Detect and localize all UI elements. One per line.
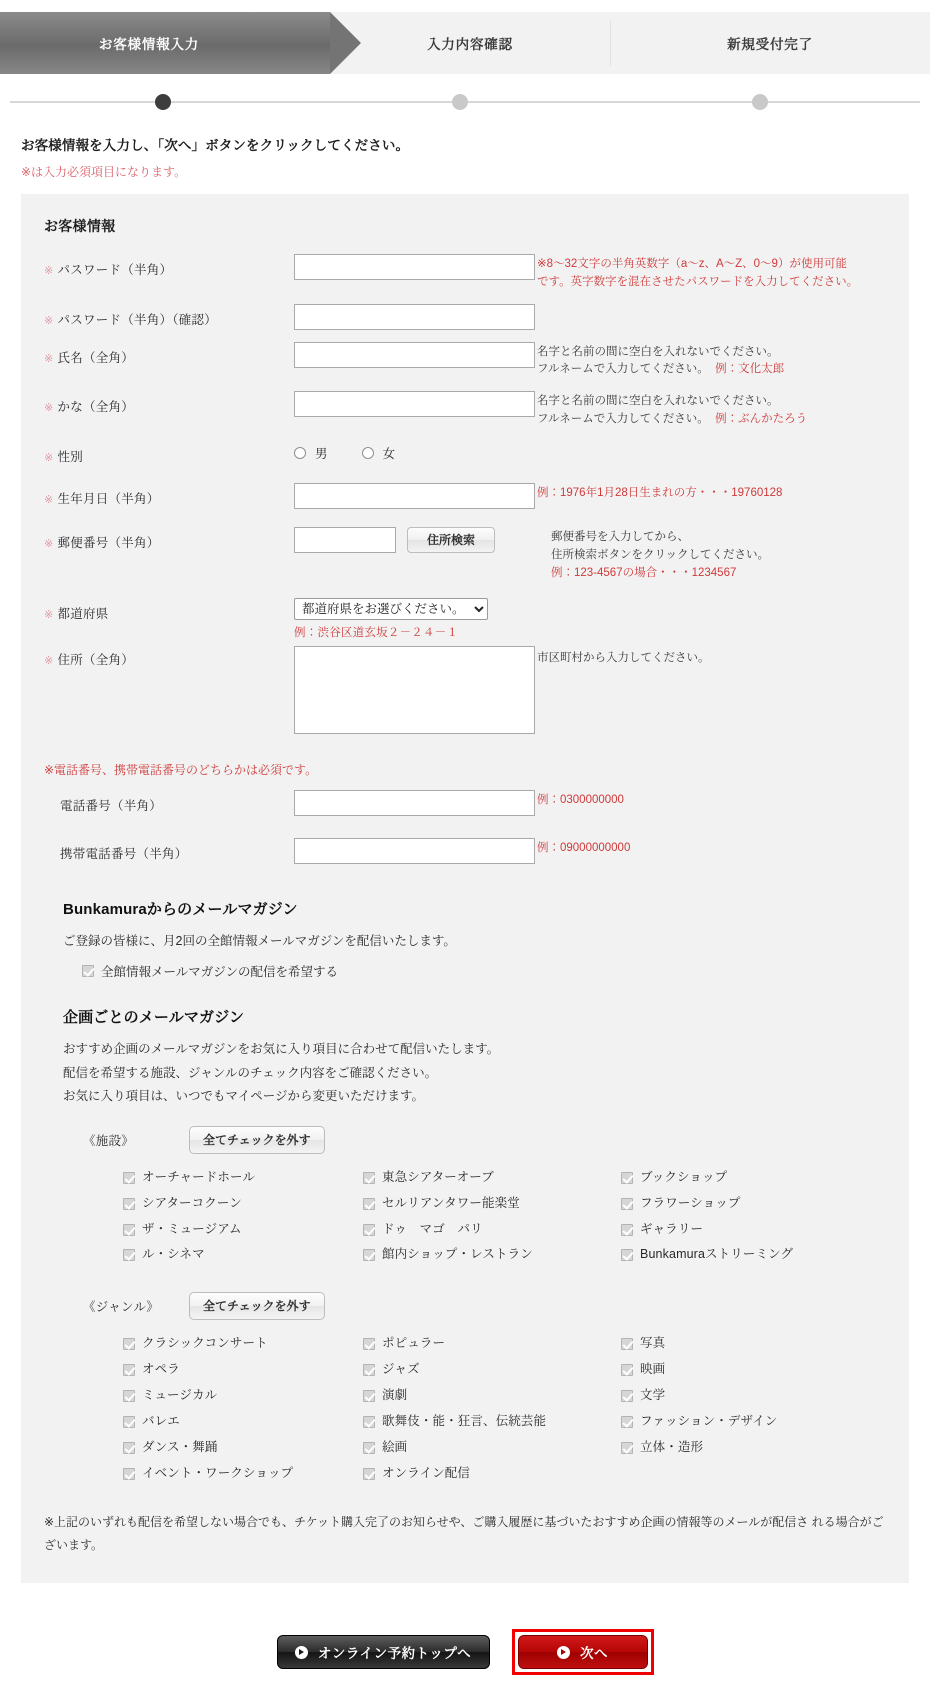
- facility-group: [63, 1126, 909, 1267]
- checkbox-checked-icon: [123, 1224, 135, 1236]
- magazine-footnote: [44, 1511, 886, 1558]
- magazine-general-checkbox-label: 全館情報メールマガジンの配信を希望する: [101, 965, 338, 980]
- panel-title: お客様情報: [44, 218, 116, 234]
- genre-checkbox-5[interactable]: 映画: [621, 1359, 909, 1381]
- magazine-general-heading: Bunkamuraからのメールマガジン: [63, 901, 298, 919]
- facility-uncheck-all-button[interactable]: 全てチェックを外す: [189, 1126, 325, 1154]
- control-password: [294, 254, 537, 280]
- required-mark: ※: [44, 352, 54, 365]
- gender-option-label-female: 女: [382, 446, 396, 461]
- required-field-note: ※は入力必須項目になります。: [21, 165, 187, 179]
- control-zipcode: [294, 527, 537, 553]
- hint-kana: 名字と名前の間に空白を入れないでください。 フルネームで入力してください。 例：ぶんかたろう: [537, 395, 808, 426]
- progress-bar: [0, 84, 930, 120]
- facility-checkbox-0[interactable]: オーチャードホール: [123, 1167, 363, 1189]
- next-button[interactable]: [518, 1635, 648, 1669]
- genre-checkbox-9[interactable]: バレエ: [123, 1411, 363, 1433]
- checkbox-checked-icon: [363, 1468, 375, 1480]
- genre-checkbox-2[interactable]: 写真: [621, 1333, 909, 1355]
- tel-input[interactable]: [294, 790, 535, 816]
- phone-required-note: ※電話番号、携帯電話番号のどちらかは必須です。: [44, 763, 318, 778]
- checkbox-checked-icon: [621, 1249, 633, 1261]
- field-row-tel: [21, 790, 909, 816]
- label-zipcode: ※ 郵便番号（半角）: [44, 535, 160, 550]
- genre-group-header: [83, 1292, 909, 1320]
- step-label-2: 入力内容確認: [427, 37, 513, 52]
- label-gender: ※ 性別: [44, 449, 83, 464]
- field-row-address: [21, 624, 909, 739]
- required-mark: ※: [44, 493, 54, 506]
- genre-checkbox-4[interactable]: ジャズ: [363, 1359, 621, 1381]
- facility-group-header: [83, 1126, 909, 1154]
- genre-checkbox-11[interactable]: ファッション・デザイン: [621, 1411, 909, 1433]
- step-item-2: [330, 12, 610, 74]
- hint-gender: [537, 441, 909, 443]
- required-mark: ※: [44, 265, 54, 277]
- field-row-password-confirm: [21, 304, 909, 330]
- label-birthday: ※ 生年月日（半角）: [44, 491, 160, 506]
- facility-checkbox-grid: [83, 1167, 909, 1267]
- checkbox-checked-icon: [123, 1442, 135, 1454]
- magazine-general-checkbox-row[interactable]: [82, 962, 909, 980]
- field-row-name: [21, 342, 909, 380]
- genre-checkbox-15[interactable]: イベント・ワークショップ: [123, 1463, 363, 1485]
- magazine-project-desc-2: 配信を希望する施設、ジャンルのチェック内容をご確認ください。: [63, 1065, 438, 1080]
- control-password-confirm: [294, 304, 537, 330]
- control-mobile: [294, 838, 537, 864]
- prefecture-example: 例：渋谷区道玄坂２－２４－１: [294, 627, 459, 640]
- control-address: [294, 624, 537, 739]
- checkbox-checked-icon: [621, 1364, 633, 1376]
- required-mark: ※: [44, 314, 54, 327]
- magazine-project-desc-3: お気に入り項目は、いつでもマイページから変更いただけます。: [63, 1088, 425, 1103]
- label-prefecture: ※ 都道府県: [44, 607, 109, 622]
- required-mark: ※: [44, 402, 54, 415]
- hint-tel: 例：0300000000: [537, 794, 624, 807]
- genre-checkbox-12[interactable]: ダンス・舞踊: [123, 1437, 363, 1459]
- address-search-button[interactable]: 住所検索: [407, 527, 495, 553]
- address-textarea[interactable]: [294, 646, 535, 734]
- kana-example: 例：ぶんかたろう: [715, 413, 808, 426]
- genre-group: [63, 1292, 909, 1484]
- hint-name: 名字と名前の間に空白を入れないでください。 フルネームで入力してください。 例：文化太郎: [537, 345, 785, 376]
- checkbox-checked-icon: [363, 1338, 375, 1350]
- checkbox-checked-icon: [621, 1416, 633, 1428]
- step-label-1: お客様情報入力: [98, 37, 200, 52]
- hint-mobile: 例：09000000000: [537, 842, 631, 855]
- genre-checkbox-14[interactable]: 立体・造形: [621, 1437, 909, 1459]
- facility-checkbox-5[interactable]: フラワーショップ: [621, 1193, 909, 1215]
- step-item-1: [0, 12, 330, 74]
- intro-instruction: お客様情報を入力し、「次へ」ボタンをクリックしてください。: [21, 138, 410, 153]
- progress-dot-2: [452, 94, 468, 110]
- gender-radio-male[interactable]: [294, 444, 328, 462]
- field-row-zipcode: [21, 527, 909, 582]
- control-gender: [294, 441, 537, 462]
- genre-checkbox-6[interactable]: ミュージカル: [123, 1385, 363, 1407]
- step-label-3: 新規受付完了: [727, 37, 813, 52]
- checkbox-checked-icon: [123, 1198, 135, 1210]
- checkbox-checked-icon: [123, 1416, 135, 1428]
- hint-password: ※8〜32文字の半角英数字（a〜z、A〜Z、0〜9）が使用可能 です。英字数字を混在させたパスワードを入力してください。: [537, 258, 859, 288]
- checkbox-checked-icon: [363, 1198, 375, 1210]
- checkbox-checked-icon: [82, 965, 94, 977]
- genre-grid-filler: [621, 1463, 909, 1485]
- zipcode-example: 例：123-4567の場合・・・1234567: [551, 566, 737, 579]
- field-row-kana: [21, 391, 909, 429]
- checkbox-checked-icon: [123, 1249, 135, 1261]
- hint-zipcode: 郵便番号を入力してから、 住所検索ボタンをクリックしてください。 例：123-4567の場合・・・1234567: [537, 527, 909, 582]
- checkbox-checked-icon: [123, 1468, 135, 1480]
- facility-checkbox-1[interactable]: 東急シアターオーブ: [363, 1167, 621, 1189]
- required-mark: ※: [44, 451, 54, 464]
- label-password-confirm: ※ パスワード（半角）（確認）: [44, 312, 217, 327]
- step-item-3: [610, 12, 930, 74]
- field-row-gender: [21, 441, 909, 465]
- gender-radio-female[interactable]: [362, 444, 396, 462]
- control-kana: [294, 391, 537, 417]
- facility-checkbox-11[interactable]: Bunkamuraストリーミング: [621, 1244, 909, 1266]
- label-mobile: 携帯電話番号（半角）: [60, 847, 188, 862]
- checkbox-checked-icon: [363, 1364, 375, 1376]
- facility-checkbox-3[interactable]: シアターコクーン: [123, 1193, 363, 1215]
- hint-prefecture: [537, 598, 909, 600]
- checkbox-checked-icon: [363, 1249, 375, 1261]
- facility-checkbox-9[interactable]: ル・シネマ: [123, 1244, 363, 1266]
- magazine-project-heading: 企画ごとのメールマガジン: [63, 1009, 245, 1027]
- genre-checkbox-13[interactable]: 絵画: [363, 1437, 621, 1459]
- genre-checkbox-16[interactable]: オンライン配信: [363, 1463, 621, 1485]
- online-reservation-top-button[interactable]: [277, 1635, 490, 1669]
- checkbox-checked-icon: [621, 1338, 633, 1350]
- genre-checkbox-grid: [83, 1333, 909, 1484]
- label-name: ※ 氏名（全角）: [44, 350, 134, 365]
- genre-checkbox-10[interactable]: 歌舞伎・能・狂言、伝統芸能: [363, 1411, 621, 1433]
- genre-checkbox-3[interactable]: オペラ: [123, 1359, 363, 1381]
- field-row-birthday: [21, 483, 909, 509]
- checkbox-checked-icon: [621, 1172, 633, 1184]
- online-reservation-top-label: オンライン予約トップへ: [317, 1646, 472, 1662]
- magazine-project-desc-1: おすすめ企画のメールマガジンをお気に入り項目に合わせて配信いたします。: [63, 1042, 500, 1057]
- label-password: ※ パスワード（半角）: [44, 263, 173, 277]
- next-button-label: 次へ: [579, 1646, 609, 1662]
- checkbox-checked-icon: [621, 1390, 633, 1402]
- hint-address: 市区町村から入力してください。: [537, 652, 710, 665]
- progress-dot-1-active: [155, 94, 171, 110]
- required-mark: ※: [44, 537, 54, 550]
- radio-icon: [362, 447, 374, 459]
- checkbox-checked-icon: [363, 1390, 375, 1402]
- name-input[interactable]: [294, 342, 535, 368]
- checkbox-checked-icon: [123, 1338, 135, 1350]
- checkbox-checked-icon: [363, 1172, 375, 1184]
- kana-input[interactable]: [294, 391, 535, 417]
- checkbox-checked-icon: [123, 1390, 135, 1402]
- checkbox-checked-icon: [621, 1224, 633, 1236]
- genre-uncheck-all-button[interactable]: 全てチェックを外す: [189, 1292, 325, 1320]
- checkbox-checked-icon: [123, 1364, 135, 1376]
- facility-checkbox-10[interactable]: 館内ショップ・レストラン: [363, 1244, 621, 1266]
- mobile-input[interactable]: [294, 838, 535, 864]
- checkbox-checked-icon: [621, 1198, 633, 1210]
- facility-checkbox-6[interactable]: ザ・ミュージアム: [123, 1219, 363, 1241]
- magazine-general-description: ご登録の皆様に、月2回の全館情報メールマガジンを配信いたします。: [63, 934, 456, 949]
- field-row-mobile: [21, 838, 909, 864]
- customer-info-panel: [21, 194, 909, 1583]
- checkbox-checked-icon: [123, 1172, 135, 1184]
- label-address: ※ 住所（全角）: [44, 653, 134, 668]
- hint-password-confirm: [537, 304, 909, 306]
- control-birthday: [294, 483, 537, 509]
- magazine-general-section: [21, 898, 909, 980]
- genre-checkbox-1[interactable]: ポピュラー: [363, 1333, 621, 1355]
- step-indicator: [0, 12, 930, 74]
- genre-checkbox-8[interactable]: 文学: [621, 1385, 909, 1407]
- arrow-bullet-icon: [557, 1646, 570, 1659]
- label-tel: 電話番号（半角）: [60, 799, 163, 814]
- name-example: 例：文化太郎: [715, 363, 785, 376]
- prefecture-select[interactable]: [294, 598, 488, 620]
- radio-icon: [294, 447, 306, 459]
- hint-birthday: 例：1976年1月28日生まれの方・・・19760128: [537, 486, 783, 499]
- intro-block: [0, 120, 930, 180]
- required-mark: ※: [44, 609, 54, 622]
- password-input[interactable]: [294, 254, 535, 280]
- genre-group-name: 《ジャンル》: [83, 1300, 159, 1315]
- birthday-input[interactable]: [294, 483, 535, 509]
- genre-checkbox-0[interactable]: クラシックコンサート: [123, 1333, 363, 1355]
- progress-dot-3: [752, 94, 768, 110]
- checkbox-checked-icon: [363, 1416, 375, 1428]
- label-kana: ※ かな（全角）: [44, 400, 134, 415]
- control-tel: [294, 790, 537, 816]
- zipcode-input[interactable]: [294, 527, 396, 553]
- footnote-line-1: ※上記のいずれも配信を希望しない場合でも、チケット購入完了のお知らせや、ご購入履歴に基づいたおすすめ企画の情報等のメールが配信さ: [44, 1514, 809, 1529]
- next-button-focus-ring: [512, 1629, 654, 1675]
- facility-group-name: 《施設》: [83, 1133, 135, 1148]
- facility-checkbox-8[interactable]: ギャラリー: [621, 1219, 909, 1241]
- required-mark: ※: [44, 655, 54, 668]
- genre-checkbox-7[interactable]: 演劇: [363, 1385, 621, 1407]
- magazine-project-section: [21, 1006, 909, 1484]
- checkbox-checked-icon: [363, 1442, 375, 1454]
- checkbox-checked-icon: [363, 1224, 375, 1236]
- control-name: [294, 342, 537, 368]
- facility-checkbox-4[interactable]: セルリアンタワー能楽堂: [363, 1193, 621, 1215]
- facility-checkbox-7[interactable]: ドゥ マゴ パリ: [363, 1219, 621, 1241]
- arrow-bullet-icon: [295, 1646, 308, 1659]
- gender-option-label-male: 男: [315, 446, 328, 461]
- footnote-line-2: れる場合がございます。: [44, 1514, 884, 1552]
- facility-checkbox-2[interactable]: ブックショップ: [621, 1167, 909, 1189]
- field-row-password: [21, 254, 909, 292]
- checkbox-checked-icon: [621, 1442, 633, 1454]
- password-confirm-input[interactable]: [294, 304, 535, 330]
- form-actions: [0, 1629, 930, 1701]
